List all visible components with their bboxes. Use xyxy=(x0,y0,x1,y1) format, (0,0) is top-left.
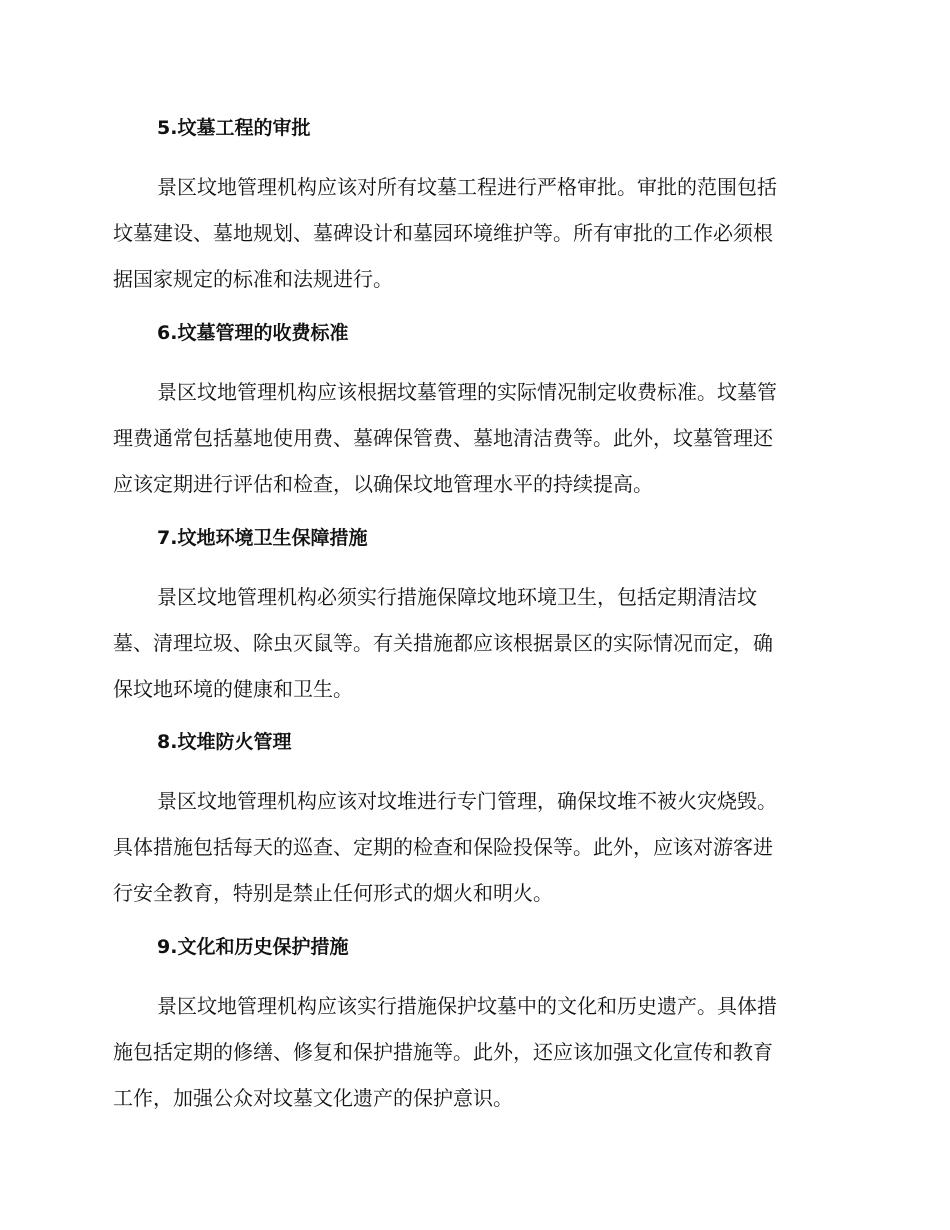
paragraph-line: 行安全教育，特别是禁止任何形式的烟火和明火。 xyxy=(113,881,553,905)
section-paragraph xyxy=(113,778,831,916)
section-heading: 8.坟堆防火管理 xyxy=(157,731,292,753)
paragraph-line: 应该定期进行评估和检查，以确保坟地管理水平的持续提高。 xyxy=(113,472,653,496)
paragraph-line: 坟墓建设、墓地规划、墓碑设计和墓园环境维护等。所有审批的工作必须根 xyxy=(113,221,773,245)
paragraph-line: 景区坟地管理机构应该实行措施保护坟墓中的文化和历史遗产。具体措 xyxy=(157,994,777,1018)
section-heading: 9.文化和历史保护措施 xyxy=(157,936,349,958)
paragraph-line: 具体措施包括每天的巡查、定期的检查和保险投保等。此外，应该对游客进 xyxy=(113,835,773,859)
paragraph-line: 景区坟地管理机构必须实行措施保障坟地环境卫生，包括定期清洁坟 xyxy=(157,585,757,609)
section-paragraph xyxy=(113,983,831,1121)
paragraph-line: 景区坟地管理机构应该对坟堆进行专门管理，确保坟堆不被火灾烧毁。 xyxy=(157,789,777,813)
paragraph-line: 景区坟地管理机构应该根据坟墓管理的实际情况制定收费标准。坟墓管 xyxy=(157,380,777,404)
paragraph-line: 保坟地环境的健康和卫生。 xyxy=(113,677,353,701)
section-paragraph xyxy=(113,574,831,712)
paragraph-line: 施包括定期的修缮、修复和保护措施等。此外，还应该加强文化宣传和教育 xyxy=(113,1040,773,1064)
paragraph-line: 据国家规定的标准和法规进行。 xyxy=(113,267,393,291)
paragraph-line: 景区坟地管理机构应该对所有坟墓工程进行严格审批。审批的范围包括 xyxy=(157,175,777,199)
paragraph-line: 理费通常包括墓地使用费、墓碑保管费、墓地清洁费等。此外，坟墓管理还 xyxy=(113,426,773,450)
section-heading: 6.坟墓管理的收费标准 xyxy=(157,322,349,344)
section-paragraph xyxy=(113,164,831,302)
paragraph-line: 工作，加强公众对坟墓文化遗产的保护意识。 xyxy=(113,1086,513,1110)
section-paragraph xyxy=(113,369,831,507)
section-heading: 5.坟墓工程的审批 xyxy=(157,117,311,139)
section-heading: 7.坟地环境卫生保障措施 xyxy=(157,527,368,549)
paragraph-line: 墓、清理垃圾、除虫灭鼠等。有关措施都应该根据景区的实际情况而定，确 xyxy=(113,631,773,655)
